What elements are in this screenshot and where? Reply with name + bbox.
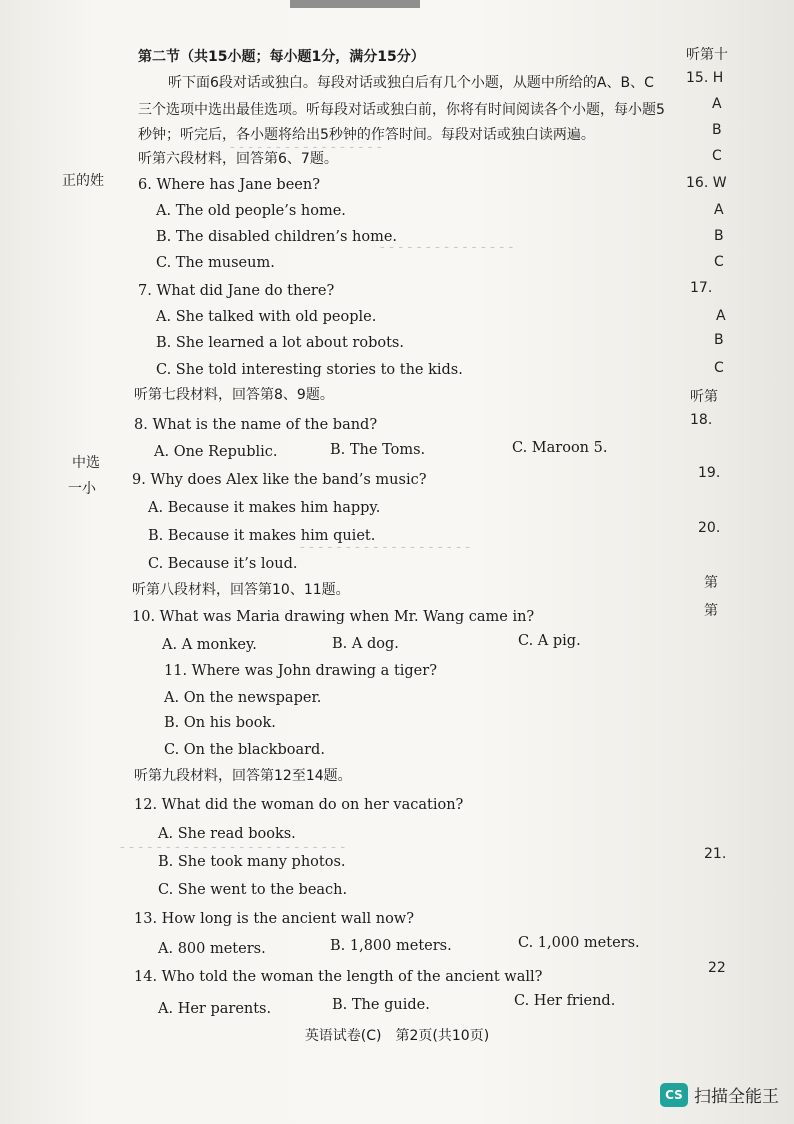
option: C. Maroon 5. xyxy=(512,440,608,456)
question-stem: 10. What was Maria drawing when Mr. Wang came in? xyxy=(132,609,535,625)
option: B. The disabled children’s home. xyxy=(156,229,398,245)
right-edge-text: B xyxy=(714,228,724,244)
question-stem: 14. Who told the woman the length of the ancient wall? xyxy=(134,969,543,985)
left-margin-text: 一小 xyxy=(68,481,96,497)
option: C. Because it’s loud. xyxy=(148,556,298,572)
right-edge-text: 19. xyxy=(698,465,721,481)
scanner-label: 扫描全能王 xyxy=(694,1087,779,1107)
instruction-line: 三个选项中选出最佳选项。听每段对话或独白前，你将有时间阅读各个小题，每小题5 xyxy=(138,102,665,118)
option: B. On his book. xyxy=(164,715,276,731)
right-edge-text: B xyxy=(712,122,722,138)
right-edge-text: A xyxy=(714,202,724,218)
option: A. The old people’s home. xyxy=(156,203,346,219)
instruction-line: 秒钟；听完后，各小题将给出5秒钟的作答时间。每段对话或独白读两遍。 xyxy=(138,127,595,143)
right-edge-text: 第 xyxy=(704,575,718,591)
bleed-through: - - - - - - - - - - - - - - - xyxy=(380,239,514,255)
right-edge-text: A xyxy=(712,96,722,112)
option: A. A monkey. xyxy=(162,637,257,653)
scanner-watermark xyxy=(660,1082,779,1107)
right-edge-text: A xyxy=(716,308,726,324)
option: A. She talked with old people. xyxy=(156,309,377,325)
right-edge-text: 15. H xyxy=(686,70,724,86)
group-intro: 听第九段材料，回答第12至14题。 xyxy=(134,768,352,784)
question-stem: 7. What did Jane do there? xyxy=(138,283,335,299)
right-edge-text: 听第 xyxy=(690,389,718,405)
right-edge-text: 22 xyxy=(708,960,726,976)
page-footer: 英语试卷(C) 第2页(共10页) xyxy=(304,1028,490,1044)
question-stem: 11. Where was John drawing a tiger? xyxy=(164,663,437,679)
option: B. Because it makes him quiet. xyxy=(148,528,376,544)
question-stem: 13. How long is the ancient wall now? xyxy=(134,911,414,927)
group-intro: 听第七段材料，回答第8、9题。 xyxy=(134,387,334,403)
question-stem: 8. What is the name of the band? xyxy=(134,417,378,433)
right-edge-text: 听第十 xyxy=(686,47,728,63)
option: B. She learned a lot about robots. xyxy=(156,335,404,351)
option: B. The Toms. xyxy=(330,442,426,458)
option: B. 1,800 meters. xyxy=(330,938,452,954)
option: A. She read books. xyxy=(158,826,296,842)
right-edge-text: 18. xyxy=(690,412,713,428)
option: B. The guide. xyxy=(332,997,430,1013)
right-edge-text: C xyxy=(714,254,724,270)
left-margin-text: 中选 xyxy=(72,455,100,471)
right-edge-text: 21. xyxy=(704,846,727,862)
right-edge-text: 17. xyxy=(690,280,713,296)
bleed-through: - - - - - - - - - - - - - - - - - - - - - - - - - xyxy=(120,839,346,855)
option: A. Because it makes him happy. xyxy=(148,500,381,516)
option: A. One Republic. xyxy=(154,444,278,460)
option: C. She went to the beach. xyxy=(158,882,348,898)
group-intro: 听第八段材料，回答第10、11题。 xyxy=(132,582,350,598)
instruction-line: 听下面6段对话或独白。每段对话或独白后有几个小题，从题中所给的A、B、C xyxy=(168,75,654,91)
option: B. She took many photos. xyxy=(158,854,346,870)
camscanner-icon: CS xyxy=(660,1083,688,1107)
option: C. A pig. xyxy=(518,633,581,649)
option: B. A dog. xyxy=(332,636,399,652)
option: A. 800 meters. xyxy=(158,941,266,957)
option: C. The museum. xyxy=(156,255,275,271)
right-edge-text: 16. W xyxy=(686,175,727,191)
question-stem: 12. What did the woman do on her vacation? xyxy=(134,797,464,813)
question-stem: 9. Why does Alex like the band’s music? xyxy=(132,472,427,488)
left-margin-text: 正的姓 xyxy=(62,173,104,189)
option: C. Her friend. xyxy=(514,993,616,1009)
bleed-through: - - - - - - - - - - - - - - - - - xyxy=(230,139,382,155)
right-edge-text: 20. xyxy=(698,520,721,536)
section-header: 第二节（共15小题；每小题1分，满分15分） xyxy=(138,49,425,65)
option: C. 1,000 meters. xyxy=(518,935,640,951)
option: A. Her parents. xyxy=(158,1001,272,1017)
right-edge-text: C xyxy=(714,360,724,376)
option: A. On the newspaper. xyxy=(164,690,322,706)
bleed-through: - - - - - - - - - - - - - - - - - - - xyxy=(300,539,470,555)
group-intro: 听第六段材料，回答第6、7题。 xyxy=(138,151,338,167)
right-edge-text: C xyxy=(712,148,722,164)
question-stem: 6. Where has Jane been? xyxy=(138,177,320,193)
right-edge-text: B xyxy=(714,332,724,348)
option: C. On the blackboard. xyxy=(164,742,325,758)
scan-top-mark xyxy=(290,0,420,8)
option: C. She told interesting stories to the kids. xyxy=(156,362,463,378)
right-edge-text: 第 xyxy=(704,603,718,619)
